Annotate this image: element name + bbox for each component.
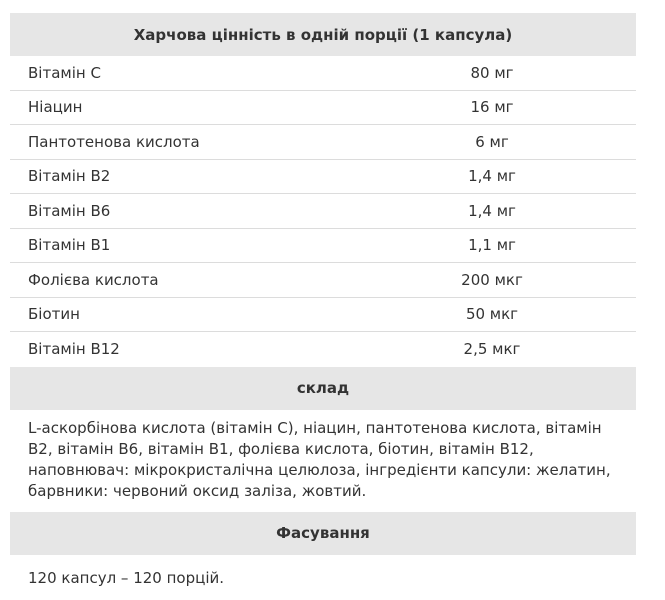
nutrient-value: 6 мг bbox=[475, 132, 509, 151]
packaging-header: Фасування bbox=[10, 512, 636, 555]
composition-text: L-аскорбінова кислота (вітамін С), ніацин, пантотенова кислота, вітамін В2, вітамін В6, вітамін В1, фолієва кислота, біотин, вітамін В12, наповнювач: мікрокристалічна целюлоза, інгредієнти капсули: желатин, барвники: червоний оксид заліза, жовтий. bbox=[28, 418, 611, 500]
composition-header: склад bbox=[10, 367, 636, 410]
product-info-table bbox=[10, 13, 636, 587]
nutrient-name: Біотин bbox=[28, 305, 80, 324]
nutrient-name: Пантотенова кислота bbox=[28, 132, 200, 151]
table-row bbox=[10, 56, 636, 91]
nutrient-name: Фолієва кислота bbox=[28, 270, 159, 289]
nutrient-name: Ніацин bbox=[28, 98, 83, 117]
nutrient-name: Вітамін В2 bbox=[28, 167, 111, 186]
table-row bbox=[10, 91, 636, 126]
table-row bbox=[10, 332, 636, 367]
table-row bbox=[10, 125, 636, 160]
nutrient-value: 1,4 мг bbox=[468, 201, 516, 220]
nutrient-value: 16 мг bbox=[470, 98, 514, 117]
nutrition-header: Харчова цінність в одній порції (1 капсула) bbox=[10, 13, 636, 56]
table-row bbox=[10, 229, 636, 264]
nutrition-rows bbox=[10, 56, 636, 367]
nutrient-name: Вітамін В6 bbox=[28, 201, 111, 220]
nutrient-value: 2,5 мкг bbox=[463, 340, 521, 359]
nutrient-value: 200 мкг bbox=[461, 270, 523, 289]
table-row bbox=[10, 160, 636, 195]
table-row bbox=[10, 263, 636, 298]
nutrient-value: 80 мг bbox=[470, 63, 514, 82]
nutrient-value: 1,4 мг bbox=[468, 167, 516, 186]
table-row bbox=[10, 194, 636, 229]
nutrient-value: 1,1 мг bbox=[468, 236, 516, 255]
table-row bbox=[10, 298, 636, 333]
nutrient-name: Вітамін С bbox=[28, 63, 101, 82]
packaging-text: 120 капсул – 120 порцій. bbox=[28, 568, 225, 587]
nutrient-name: Вітамін В12 bbox=[28, 340, 120, 359]
nutrient-value: 50 мкг bbox=[465, 305, 519, 324]
nutrient-name: Вітамін В1 bbox=[28, 236, 111, 255]
